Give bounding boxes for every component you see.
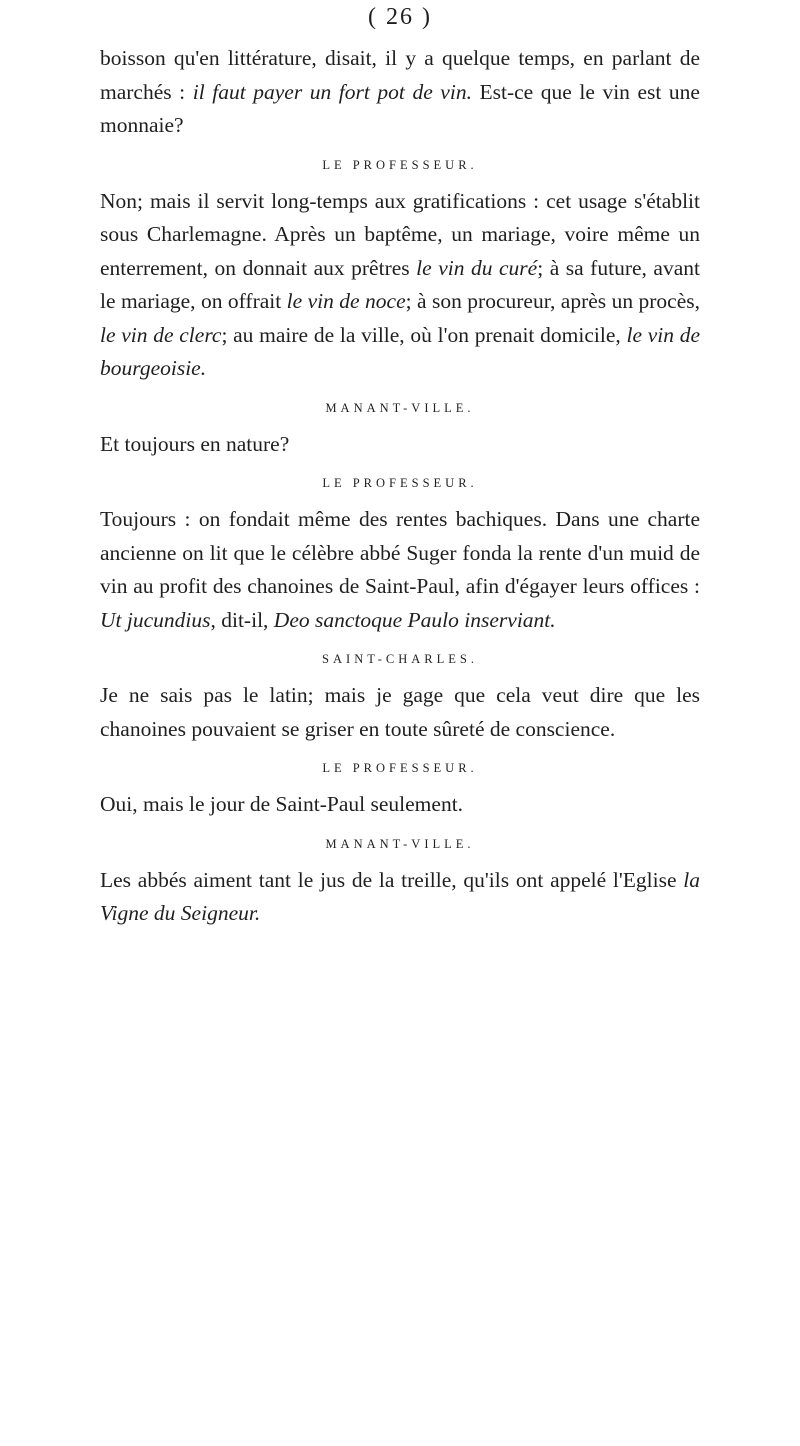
speech-paragraph <box>100 42 700 143</box>
italic-text: le vin de noce <box>286 289 406 313</box>
text-run: ; au maire de la ville, où l'on prenait domicile, <box>221 322 627 347</box>
text-run: boisson qu'en littérature, disait, il y a quelque temps, en parlant de marchés : <box>100 46 700 104</box>
speaker-name: LE PROFESSEUR. <box>322 476 478 490</box>
speaker-name: MANANT-VILLE. <box>325 400 475 415</box>
italic-text: il faut payer un fort pot de vin. <box>192 79 472 104</box>
italic-text: Ut jucundius <box>100 607 211 632</box>
text-run: Les abbés aiment tant le jus de la treille, qu'ils ont appelé l'Eglise <box>100 867 684 892</box>
speaker-name: LE PROFESSEUR. <box>322 157 478 172</box>
speech-paragraph <box>100 185 700 386</box>
speaker-name: SAINT-CHARLES. <box>322 652 478 666</box>
text-run: Oui, mais le jour de Saint-Paul seulement. <box>100 792 464 816</box>
text-run: ; à sa future, avant le mariage, on offrait <box>100 255 700 313</box>
italic-text: le vin du curé <box>416 255 538 280</box>
text-run: ; à son procureur, après un procès, <box>405 289 700 313</box>
page-number: ( 26 ) <box>368 4 432 30</box>
text-run: Et toujours en nature? <box>100 431 290 456</box>
text-run: , dit-il, <box>210 607 274 632</box>
italic-text: Deo sanctoque Paulo inserviant. <box>273 607 556 632</box>
speech-paragraph <box>100 503 700 637</box>
speech-paragraph <box>100 679 700 746</box>
speech-paragraph <box>100 428 700 462</box>
italic-text: la Vigne du Seigneur. <box>100 867 700 925</box>
speech-paragraph <box>100 788 700 822</box>
speech-paragraph <box>100 864 700 931</box>
text-run: Non; mais il servit long-temps aux gratifications : cet usage s'établit sous Charlemagne. Après un baptême, un mariage, voire même un enterrement, on donnait aux prêtres <box>100 188 700 280</box>
text-run: Est-ce que le vin est une monnaie? <box>100 79 700 137</box>
italic-text: le vin de bourgeoisie. <box>100 322 701 380</box>
speaker-name: MANANT-VILLE. <box>325 836 475 851</box>
text-body <box>100 42 700 931</box>
text-run: Je ne sais pas le latin; mais je gage que cela veut dire que les chanoines pouvaient se griser en toute sûreté de conscience. <box>100 683 700 741</box>
italic-text: le vin de clerc <box>100 322 222 347</box>
speaker-name: LE PROFESSEUR. <box>322 761 478 775</box>
text-run: Toujours : on fondait même des rentes bachiques. Dans une charte ancienne on lit que le célèbre abbé Suger fonda la rente d'un muid de vin au profit des chanoines de Saint-Paul, afin d'égayer leurs offices : <box>100 507 700 598</box>
